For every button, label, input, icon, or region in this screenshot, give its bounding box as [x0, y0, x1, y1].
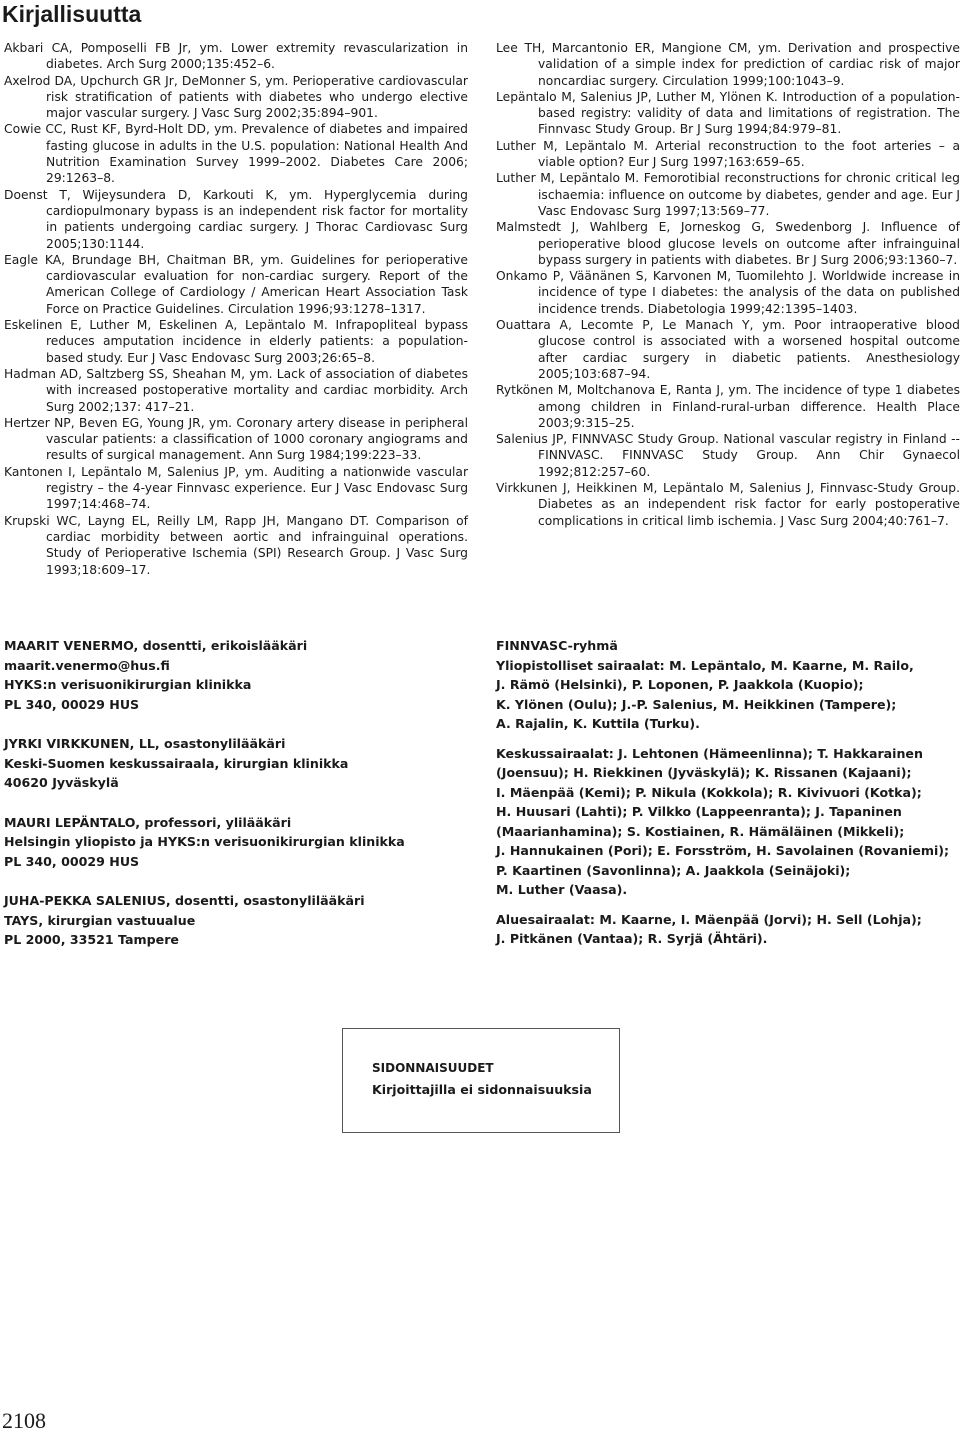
finnvasc-line: H. Huusari (Lahti); P. Vilkko (Lappeenranta); J. Tapaninen — [496, 804, 902, 819]
finnvasc-heading: FINNVASC-ryhmä — [496, 638, 618, 653]
reference-item: Krupski WC, Layng EL, Reilly LM, Rapp JH, Mangano DT. Comparison of cardiac morbidity between aortic and infrainguinal operations. Study of Perioperative Ischemia (SPI) Research Group. J Vasc Surg 1993;18:609–17. — [4, 513, 468, 577]
author-address-line: PL 2000, 33521 Tampere — [4, 932, 179, 947]
references-left-column — [4, 40, 468, 578]
reference-item: Luther M, Lepäntalo M. Arterial reconstruction to the foot arteries – a viable option? Eur J Surg 1997;163:659–65. — [496, 138, 960, 170]
reference-item: Salenius JP, FINNVASC Study Group. National vascular registry in Finland -- FINNVASC. FINNVASC Study Group. Ann Chir Gynaecol 1992;812:257–60. — [496, 432, 960, 479]
finnvasc-line: J. Pitkänen (Vantaa); R. Syrjä (Ähtäri). — [496, 931, 768, 946]
author-affiliation-line: Keski-Suomen keskussairaala, kirurgian klinikka — [4, 755, 349, 771]
finnvasc-line: Aluesairaalat: M. Kaarne, I. Mäenpää (Jorvi); H. Sell (Lohja); — [496, 911, 922, 927]
author-name-line: JYRKI VIRKKUNEN, LL, osastonylilääkäri — [4, 736, 286, 751]
reference-item: Axelrod DA, Upchurch GR Jr, DeMonner S, ym. Perioperative cardiovascular risk stratification of patients with diabetes who undergo elective major vascular surgery. J Vasc Surg 2002;35:894–901. — [4, 73, 468, 121]
author-address-line: PL 340, 00029 HUS — [4, 696, 140, 712]
finnvasc-line: (Maarianhamina); S. Kostiainen, R. Hämäläinen (Mikkeli); — [496, 823, 905, 839]
reference-item: Eagle KA, Brundage BH, Chaitman BR, ym. Guidelines for perioperative cardiovascular evaluation for non-cardiac surgery. Report of the American College of Cardiology / American Heart Association Task Force on Practice Guidelines. Circulation 1996;93:1278–1317. — [4, 252, 468, 316]
reference-item: Rytkönen M, Moltchanova E, Ranta J, ym. The incidence of type 1 diabetes among children in Finland-rural-urban difference. Health Place 2003;9:315–25. — [496, 383, 960, 430]
finnvasc-line: J. Rämö (Helsinki), P. Loponen, P. Jaakkola (Kuopio); — [496, 677, 864, 692]
author-address-line: PL 340, 00029 HUS — [4, 853, 140, 869]
finnvasc-regional-hospitals — [496, 910, 956, 949]
reference-item: Eskelinen E, Luther M, Eskelinen A, Lepäntalo M. Infrapopliteal bypass reduces amputation incidence in elderly patients: a population-based study. Eur J Vasc Endovasc Surg 2003;26:65–8. — [4, 318, 468, 365]
finnvasc-central-hospitals — [496, 744, 956, 900]
author-name-line: MAURI LEPÄNTALO, professori, ylilääkäri — [4, 814, 292, 830]
finnvasc-line: A. Rajalin, K. Kuttila (Turku). — [496, 716, 700, 731]
author-name-line: MAARIT VENERMO, dosentti, erikoislääkäri — [4, 638, 308, 653]
finnvasc-line: Keskussairaalat: J. Lehtonen (Hämeenlinna); T. Hakkarainen — [496, 745, 923, 761]
author-affiliations — [4, 636, 464, 970]
finnvasc-line: J. Hannukainen (Pori); E. Forsström, H. Savolainen (Rovaniemi); — [496, 843, 950, 858]
reference-item: Luther M, Lepäntalo M. Femorotibial reconstructions for chronic critical leg ischaemia: influence on outcome by diabetes, gender and age. Eur J Vasc Endovasc Surg 1997;13:569–77. — [496, 171, 960, 218]
author-block — [4, 636, 464, 714]
author-affiliation-line: Helsingin yliopisto ja HYKS:n verisuonikirurgian klinikka — [4, 834, 405, 849]
author-block — [4, 734, 464, 793]
page-number: 2108 — [2, 1408, 46, 1433]
finnvasc-line: (Joensuu); H. Riekkinen (Jyväskylä); K. Rissanen (Kajaani); — [496, 765, 912, 780]
finnvasc-line: I. Mäenpää (Kemi); P. Nikula (Kokkola); R. Kivivuori (Kotka); — [496, 784, 922, 800]
author-affiliation-line: TAYS, kirurgian vastuualue — [4, 912, 196, 928]
author-affiliation-line: HYKS:n verisuonikirurgian klinikka — [4, 677, 252, 692]
finnvasc-group — [496, 636, 956, 959]
reference-item: Ouattara A, Lecomte P, Le Manach Y, ym. Poor intraoperative blood glucose control is associated with a worsened hospital outcome after cardiac surgery in diabetic patients. Anesthesiology 2005;103:687–94. — [496, 318, 960, 381]
references-right-column — [496, 40, 960, 529]
finnvasc-line: Yliopistolliset sairaalat: M. Lepäntalo, M. Kaarne, M. Railo, — [496, 657, 914, 673]
reference-item: Cowie CC, Rust KF, Byrd-Holt DD, ym. Prevalence of diabetes and impaired fasting glucose in adults in the U.S. population: National Health And Nutrition Examination Survey 1999–2002. Diabetes Care 2006; 29:1263–8. — [4, 122, 468, 186]
finnvasc-line: P. Kaartinen (Savonlinna); A. Jaakkola (Seinäjoki); — [496, 862, 851, 878]
reference-item: Kantonen I, Lepäntalo M, Salenius JP, ym. Auditing a nationwide vascular registry – the 4-year Finnvasc experience. Eur J Vasc Endovasc Surg 1997;14:468–74. — [4, 464, 468, 512]
finnvasc-line: M. Luther (Vaasa). — [496, 882, 628, 897]
reference-item: Doenst T, Wijeysundera D, Karkouti K, ym. Hyperglycemia during cardiopulmonary bypass is an independent risk factor for mortality in patients undergoing cardiac surgery. J Thorac Cardiovasc Surg 2005;130:1144. — [4, 187, 468, 251]
author-address-line: 40620 Jyväskylä — [4, 775, 119, 790]
reference-item: Hertzer NP, Beven EG, Young JR, ym. Coronary artery disease in peripheral vascular patients: a classification of 1000 coronary angiograms and results of surgical management. Ann Surg 1984;199:223–33. — [4, 415, 468, 463]
disclosure-box — [342, 1028, 620, 1133]
reference-item: Malmstedt J, Wahlberg E, Jorneskog G, Swedenborg J. Influence of perioperative blood glucose levels on outcome after infrainguinal bypass surgery in patients with diabetes. Br J Surg 2006;93:1360–7. — [496, 220, 960, 267]
disclosure-text: Kirjoittajilla ei sidonnaisuuksia — [372, 1082, 592, 1097]
reference-item: Akbari CA, Pomposelli FB Jr, ym. Lower extremity revascularization in diabetes. Arch Surg 2000;135:452–6. — [4, 41, 468, 72]
disclosure-heading: SIDONNAISUUDET — [372, 1061, 494, 1075]
reference-item: Onkamo P, Väänänen S, Karvonen M, Tuomilehto J. Worldwide increase in incidence of type I diabetes: the analysis of the data on published incidence trends. Diabetologia 1999;42:1395–1403. — [496, 269, 960, 316]
page-title: Kirjallisuutta — [2, 1, 142, 27]
finnvasc-university-hospitals — [496, 656, 956, 734]
reference-item: Lee TH, Marcantonio ER, Mangione CM, ym. Derivation and prospective validation of a simple index for prediction of cardiac risk of major noncardiac surgery. Circulation 1999;100:1043–9. — [496, 41, 960, 88]
finnvasc-line: K. Ylönen (Oulu); J.-P. Salenius, M. Heikkinen (Tampere); — [496, 696, 897, 712]
author-name-line: JUHA-PEKKA SALENIUS, dosentti, osastonylilääkäri — [4, 893, 365, 908]
author-block — [4, 891, 464, 950]
reference-item: Hadman AD, Saltzberg SS, Sheahan M, ym. Lack of association of diabetes with increased postoperative mortality and cardiac morbidity. Arch Surg 2002;137: 417–21. — [4, 366, 468, 414]
reference-item: Lepäntalo M, Salenius JP, Luther M, Ylönen K. Introduction of a population-based registry: validity of data and limitations of registration. The Finnvasc Study Group. Br J Surg 1994;84:979–81. — [496, 89, 960, 137]
author-email[interactable]: maarit.venermo@hus.fi — [4, 657, 170, 673]
author-block — [4, 813, 464, 872]
reference-item: Virkkunen J, Heikkinen M, Lepäntalo M, Salenius J, Finnvasc-Study Group. Diabetes as an independent risk factor for early postoperative complications in critical limb ischemia. J Vasc Surg 2004;40:761–7. — [496, 481, 960, 528]
